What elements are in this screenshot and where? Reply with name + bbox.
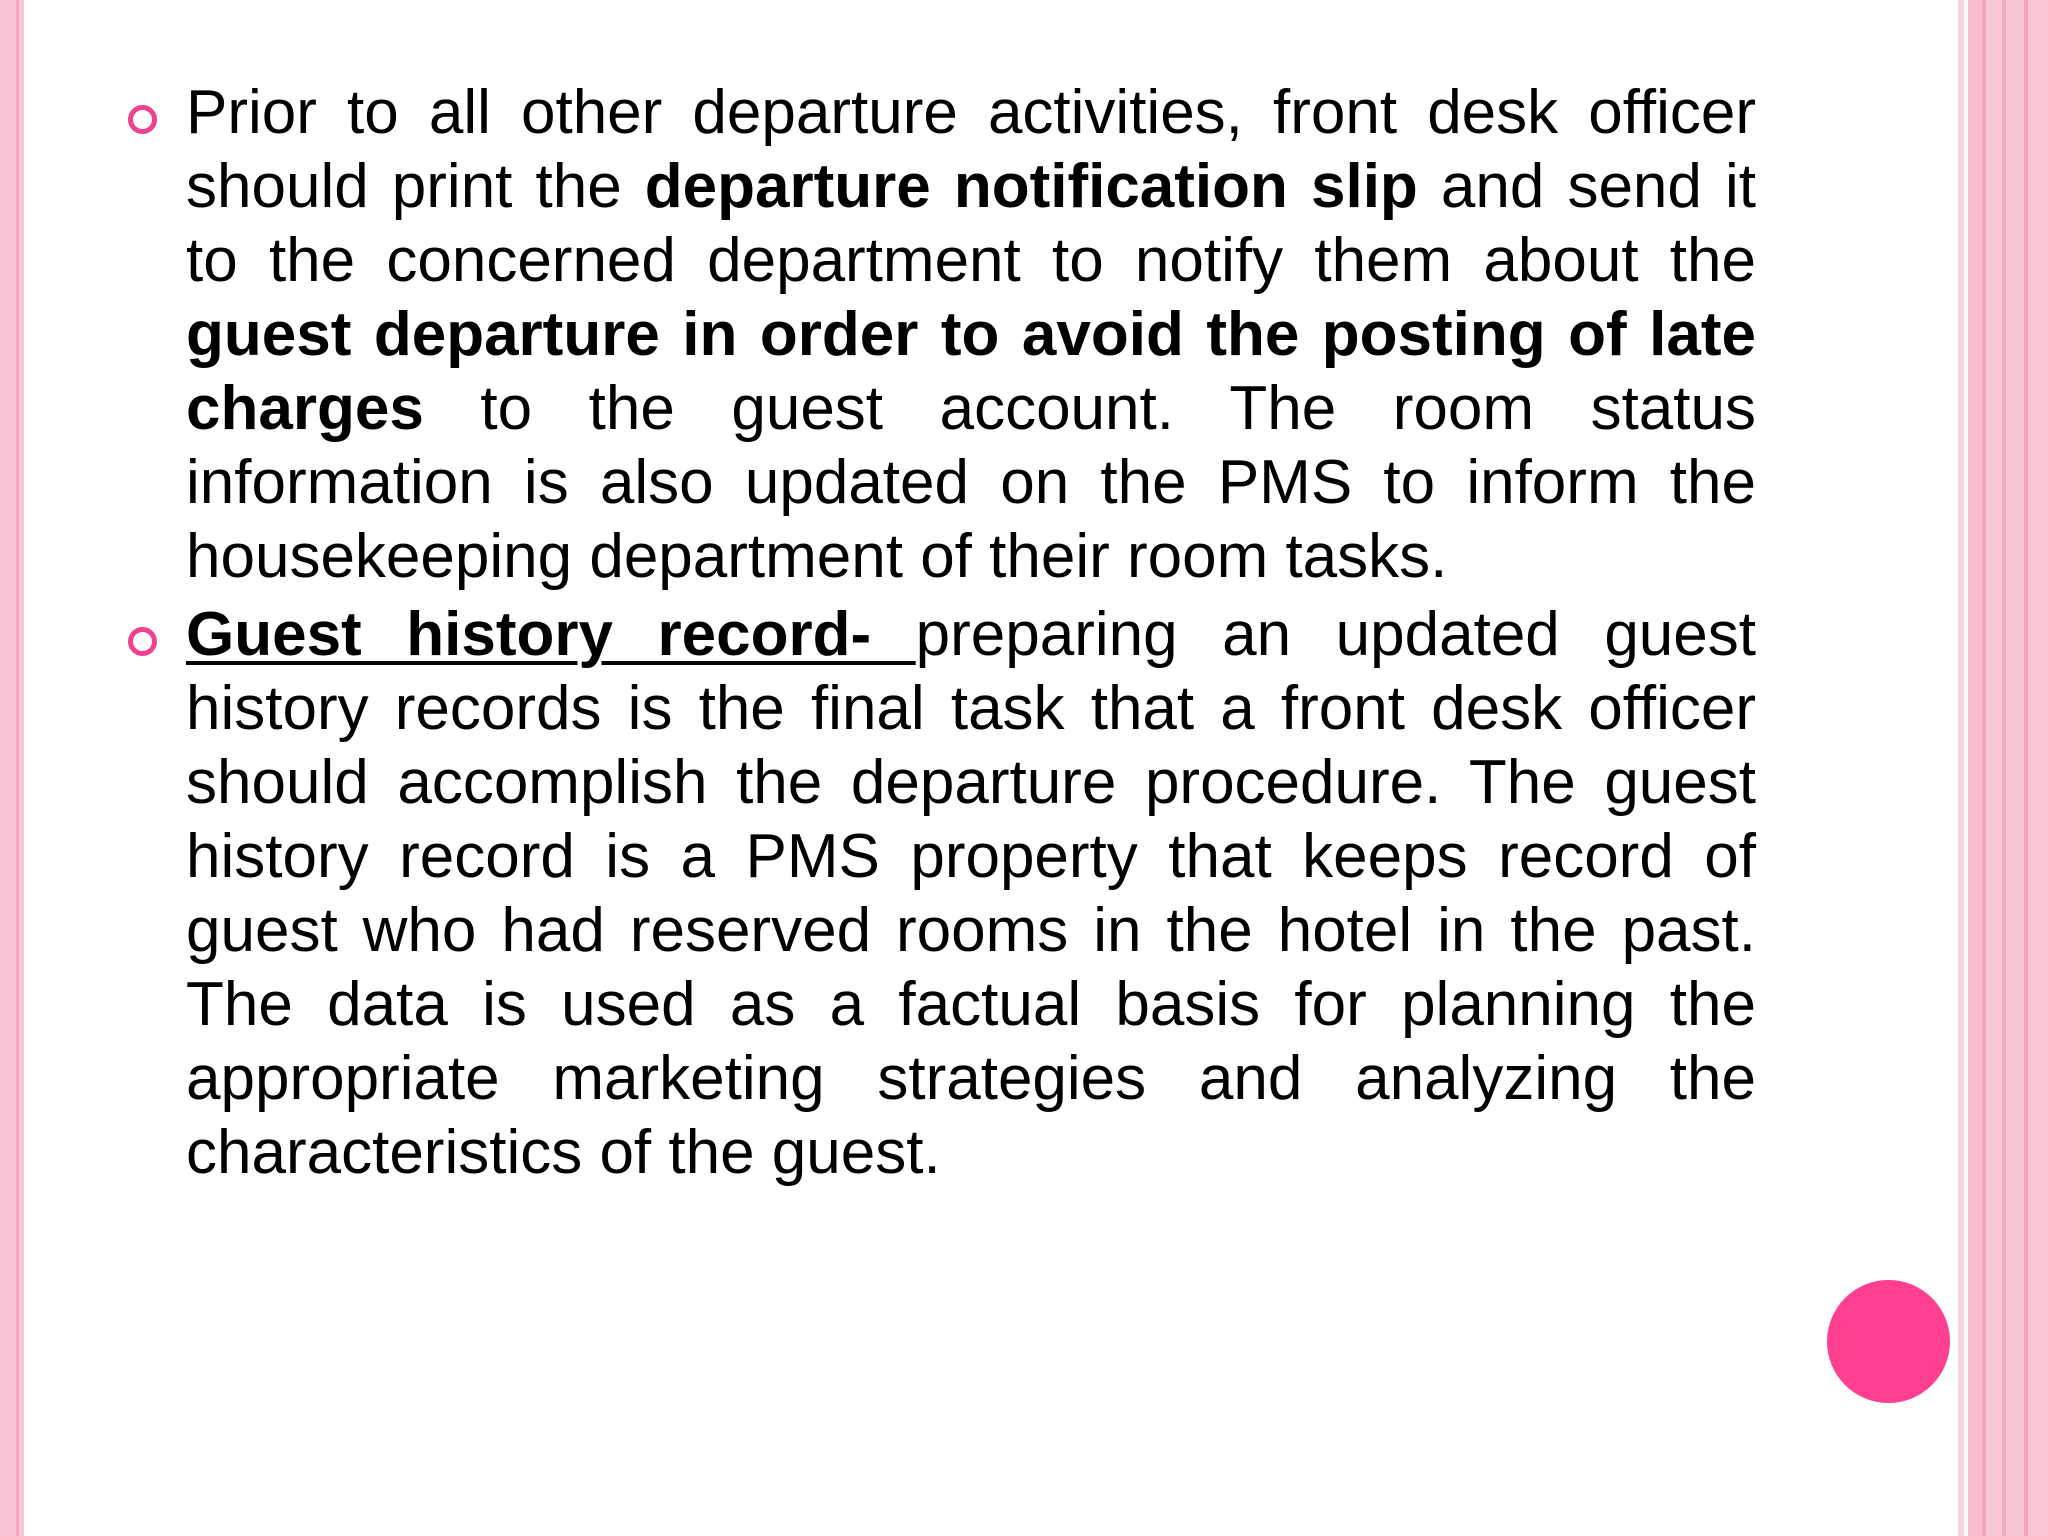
- hollow-circle-bullet-icon: [128, 627, 157, 656]
- bullet-departure-notification: [128, 76, 1756, 594]
- bullet-guest-history-record: [128, 598, 1756, 1190]
- bold-phrase-departure-notification-slip: departure notification slip: [644, 152, 1418, 221]
- hollow-circle-bullet-icon: [128, 105, 157, 134]
- bullet-text: Prior to all other departure activities, front desk officer should print the: [186, 78, 1756, 221]
- right-decorative-stripes: [1958, 0, 2048, 1536]
- heading-guest-history-record: Guest history record-: [186, 600, 916, 669]
- slide-content: [128, 76, 1756, 1194]
- bold-phrase-guest-departure: guest departure in order to avoid the posting of late charges: [186, 300, 1756, 443]
- bullet-text: and send it to the concerned department to notify them about the: [186, 152, 1756, 295]
- decorative-pink-circle: [1827, 1280, 1950, 1403]
- bullet-text: to the guest account. The room status information is also updated on the PMS to inform the housekeeping department of their room tasks.: [186, 374, 1756, 591]
- bullet-text: preparing an updated guest history records is the final task that a front desk officer should accomplish the departure procedure. The guest history record is a PMS property that keeps record of guest who had reserved rooms in the hotel in the past. The data is used as a factual basis for planning the appropriate marketing strategies and analyzing the characteristics of the guest.: [186, 600, 1756, 1187]
- left-decorative-border: [0, 0, 24, 1536]
